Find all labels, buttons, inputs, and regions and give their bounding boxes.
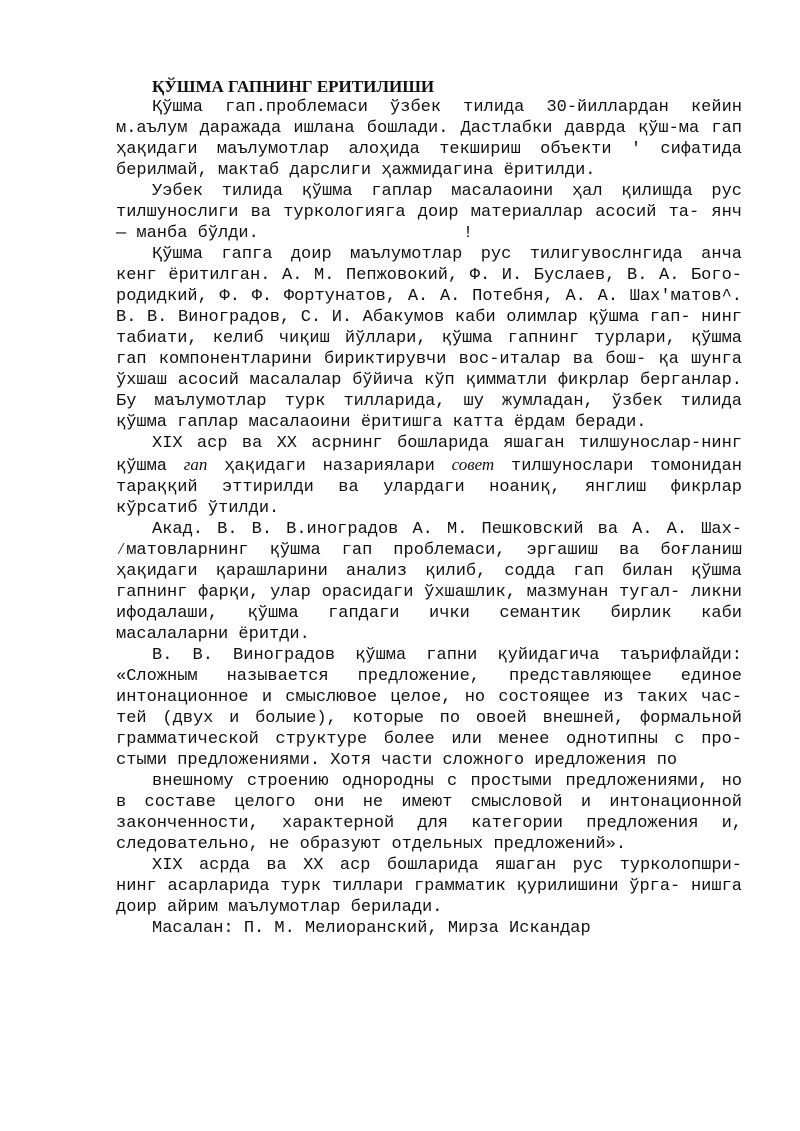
paragraph-8: XIX асрда ва XX аср бошларида яшаган рус турколопшри- нинг асарларида турк тиллари грамматик қурилишини ўрга- нишга доир айрим маълумотлар берилади.: [116, 856, 742, 917]
paragraph-4: [116, 433, 742, 519]
paragraph-2: Уэбек тилида қўшма гаплар масалаоини ҳал қилишда рус тилшунослиги ва туркологияга доир материаллар асосий та- янч — манба бўлди. !: [116, 182, 753, 243]
paragraph-5: Акад. В. В. В.иноградов А. М. Пешковский ва А. А. Шах- ⁄матовларнинг қўшма гап проблемаси, эргашиш ва боғланиш ҳақидаги қарашларини анализ қилиб, содда гап билан қўшма гапнинг фарқи, улар орасидаги ўхшашлик, мазмунан тугал- ликни ифодалаши, қўшма гапдаги ички семантик бирлик каби масалаларни ёритди.: [116, 520, 742, 644]
paragraph-4-part-1: XIX аср ва XX асрнинг бошларида яшаган тилшунослар-нинг қўшма: [116, 434, 742, 476]
paragraph-4-italic-2: совет: [451, 455, 495, 474]
paragraph-4-part-3: тилшунослари томонидан тараққий эттирилди ва улардаги ноаниқ, янглиш фикрлар кўрсатиб ўтилди.: [116, 457, 743, 518]
paragraph-9: Масалан: П. М. Мелиоранский, Мирза Искандар: [152, 919, 591, 938]
paragraph-4-italic-1: гап: [183, 455, 208, 474]
paragraph-7: внешному строению однородны с простыми предложениями, но в составе целого они не имеют смысловой и интонационной законченности, характерной для категории предложения и, следовательно, не образуют отдельных предложений».: [116, 772, 742, 854]
paragraph-3: Қўшма гапга доир маълумотлар рус тилигувослнгида анча кенг ёритилган. А. М. Пепжовокий, Ф. И. Буслаев, В. А. Бого- родидкий, Ф. Ф. Фортунатов, А. А. Потебня, А. А. Шах'матов^. В. В. Виноградов, С. И. Абакумов каби олимлар қўшма гап- нинг табиати, келиб чиқиш йўллари, қўшма гапнинг турлари, қўшма гап компонентларини бириктирувчи вос-италар ва бош- қа шунга ўхшаш асосий масалалар бўйича кўп қимматли фикрлар берганлар. Бу маълумотлар турк тилларида, шу жумладан, ўзбек тилида қўшма гаплар масалаоини ёритишга катта ёрдам беради.: [116, 245, 742, 432]
document-title: ҚЎШМА ГАПНИНГ ЕРИТИЛИШИ: [152, 77, 435, 96]
paragraph-1: Қўшма гап.проблемаси ўзбек тилида 30-йиллардан кейин м.аълум даражада ишлана бошлади. Дастлабки даврда қўш-ма гап ҳақидаги маълумотлар алоҳида текшириш объекти ' сифатида берилмай, мактаб дарслиги ҳажмидагина ёритилди.: [116, 98, 742, 180]
paragraph-4-part-2: ҳақидаги назариялари: [207, 457, 452, 476]
paragraph-6: В. В. Виноградов қўшма гапни қуйидагича таърифлайди: «Сложным называется предложение, представляющее единое интонационное и смыслювое целое, но состоящее из таких час- тей (двух и болыие), которые по овоей внешней, формальной грамматической структуре более или менее однотипны с про- стыми предложениями. Хотя части сложного иредложения по: [116, 646, 742, 770]
document-page: [116, 76, 753, 939]
